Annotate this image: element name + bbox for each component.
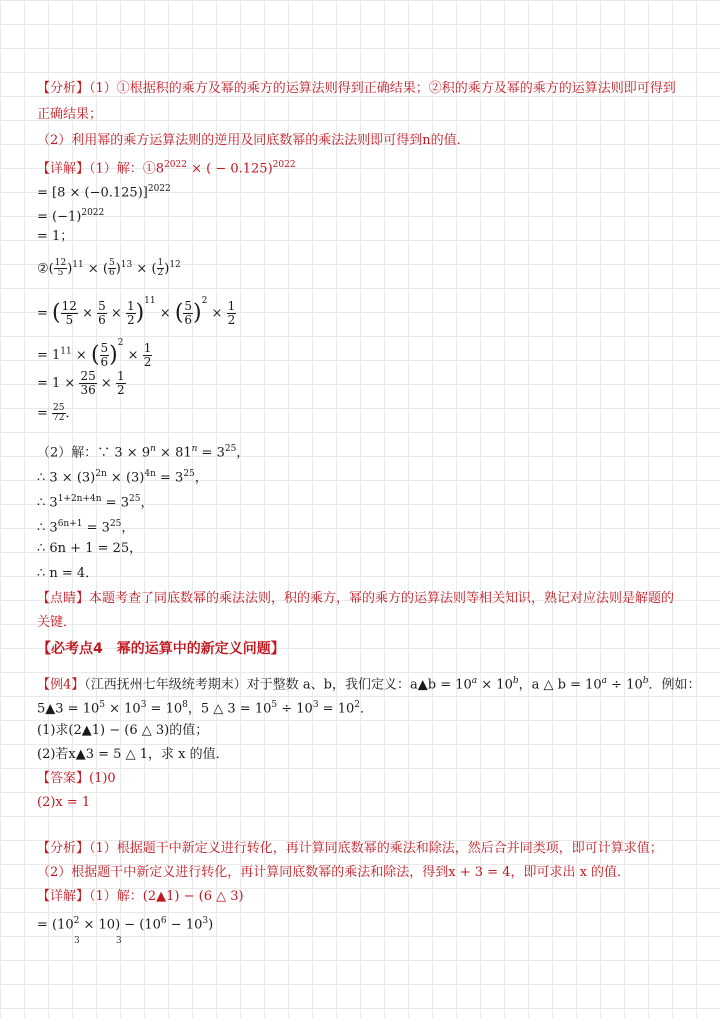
answer-line-2: (2)x = 1 — [37, 795, 91, 810]
q2-step-3: = 1 × $\frac{25}{36}$ × $\frac{1}{2}$ — [37, 369, 125, 397]
stray-mark-1: 3 — [74, 936, 80, 946]
detail-intro: 【详解】（1）解：$①8^{2022}$ × ( − 0.125)$^{2022}$ — [37, 160, 296, 177]
q2-expression: ②( $\frac{12}{5}$ )$^{11}$ × ( $\frac{5}{6}$ )$^{13}$ × ( $\frac{1}{2}$ )$^{12}$ — [37, 258, 181, 279]
comment-line-1: 【点睛】本题考查了同底数幂的乘法法则，积的乘方，幂的乘方的运算法则等相关知识，熟记对应法则是解题的 — [37, 591, 675, 606]
analysis-line-2: 正确结果； — [37, 107, 103, 122]
answer-line-1: 【答案】(1)0 — [37, 771, 116, 786]
q2-step-2: = $1^{11}$ × ( $\frac{5}{6}$ )$^2$ × $\frac{1}{2}$ — [37, 338, 152, 369]
example4-line-2: 5▲3 = $10^5 \times 10^3 = 10^8$，5 △ $3 = 10^5 \div 10^3 = 10^2$． — [37, 700, 373, 717]
analysis2-line-1: 【分析】（1）根据题干中新定义进行转化，再计算同底数幂的乘法和除法，然后合并同类项，即可计算求值； — [37, 841, 663, 856]
part2-line-4: ∴ $3^{6n+1} = 3^{25}$， — [37, 519, 135, 536]
part2-line-3: ∴ $3^{1+2n+4n} = 3^{25}$， — [37, 494, 154, 511]
detail-step-4: = 1； — [37, 229, 74, 244]
part2-line-1: （2）解：∵ $3 \times 9^n \times 81^n = 3^{25}$， — [37, 444, 250, 461]
analysis-line-1: 【分析】（1）①根据积的乘方及幂的乘方的运算法则得到正确结果；②积的乘方及幂的乘方的运算法则即可得到 — [37, 81, 676, 96]
q2-step-1: = ( $\frac{12}{5}$ × $\frac{5}{6}$ × $\frac{1}{2}$ )$^{11}$ × ( $\frac{5}{6}$ )$^2$ × $\frac{1}{2}$ — [37, 296, 236, 327]
example4-q2: (2)若x▲3 = 5 △ 1，求 x 的值． — [37, 747, 229, 762]
analysis-line-3: （2）利用幂的乘方运算法则的逆用及同底数幂的乘法法则即可得到n的值． — [37, 133, 470, 148]
detail2-line-2: = $(10^2 \times 10) - (10^6 - 10^3)$ — [37, 916, 214, 933]
q2-step-4: = $\frac{25}{72}$ ． — [37, 403, 79, 423]
part2-line-5: ∴ 6n + 1 = 25， — [37, 541, 143, 556]
analysis-tag: 【分析】 — [37, 81, 90, 96]
example4-q1: (1)求(2▲1) − (6 △ 3)的值； — [37, 723, 209, 738]
detail-step-2: = $[8 \times (-0.125)]^{2022}$ — [37, 184, 171, 201]
section-header: 【必考点4 幂的运算中的新定义问题】 — [37, 641, 285, 657]
stray-mark-2: 3 — [116, 936, 122, 946]
example4-line-1: 【例4】（江西抚州七年级统考期末）对于整数 a、b，我们定义：a▲b = $10^a \times 10^b$，a △ $b = 10^a \div 10^b$．例如： — [37, 676, 701, 693]
detail-step-3: = $(-1)^{2022}$ — [37, 208, 105, 225]
part2-line-2: ∴ $3 \times (3)^{2n} \times (3)^{4n} = 3^{25}$， — [37, 469, 208, 486]
comment-line-2: 关键． — [37, 615, 77, 630]
analysis2-line-2: （2）根据题干中新定义进行转化，再计算同底数幂的乘法和除法，得到x + 3 = 4，即可求出 x 的值． — [37, 865, 631, 880]
part2-line-6: ∴ n = 4． — [37, 566, 99, 581]
detail2-line-1: 【详解】（1）解：(2▲1) − (6 △ 3) — [37, 889, 244, 904]
